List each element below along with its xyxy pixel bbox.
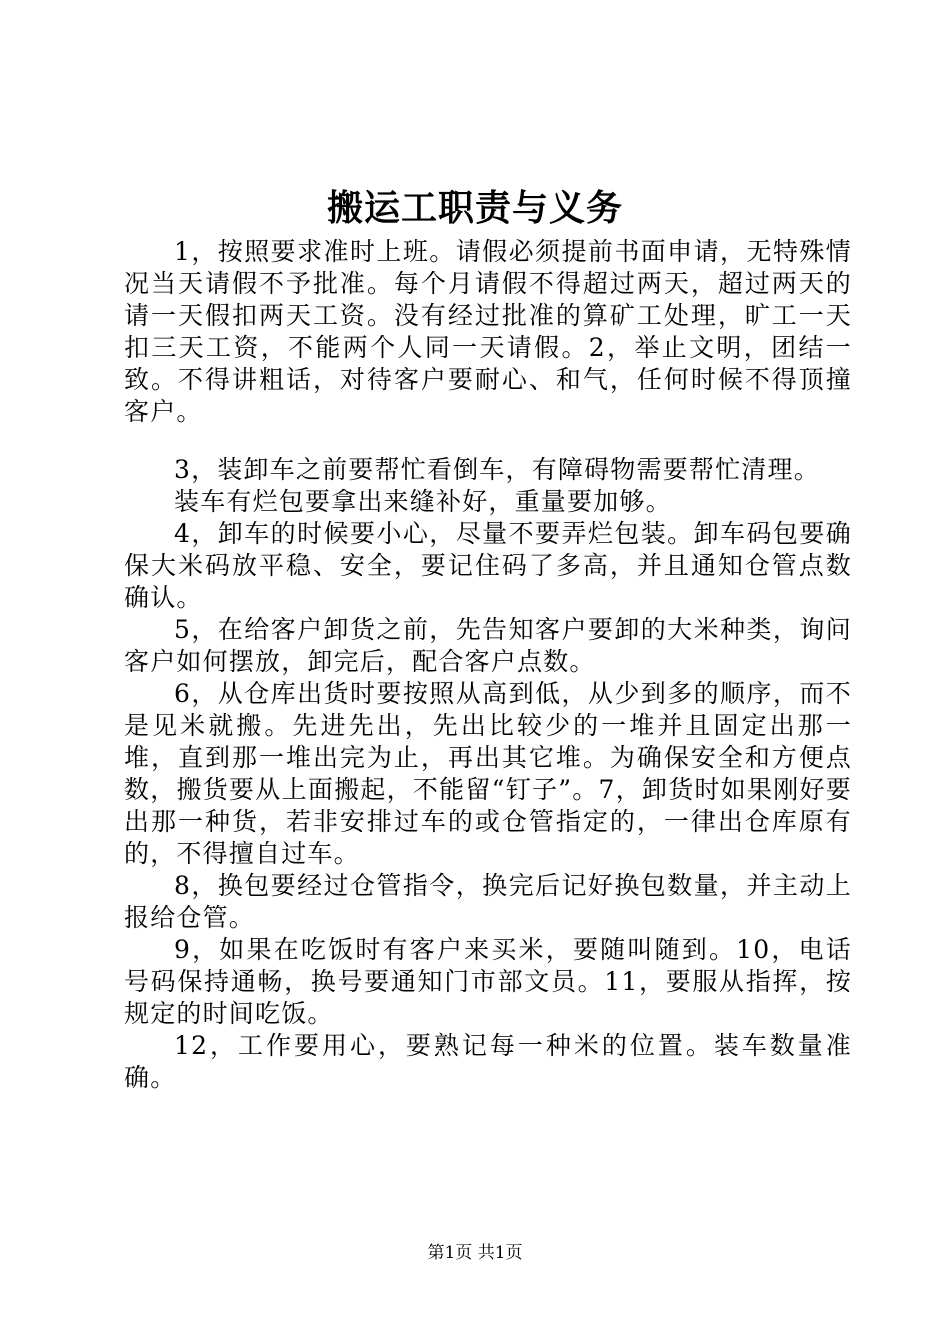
document-body <box>124 236 852 1094</box>
paragraph-3: 装车有烂包要拿出来缝补好，重量要加够。 <box>174 487 672 516</box>
paragraph-8: 9，如果在吃饭时有客户来买米，要随叫随到。10，电话号码保持通畅，换号要通知门市部文员。11，要服从指挥，按规定的时间吃饭。 <box>124 935 852 1028</box>
paragraph-2: 3，装卸车之前要帮忙看倒车，有障碍物需要帮忙清理。 <box>174 455 820 484</box>
paragraph-4: 4，卸车的时候要小心，尽量不要弄烂包装。卸车码包要确保大米码放平稳、安全，要记住码了多高，并且通知仓管点数确认。 <box>124 519 852 612</box>
paragraph-9: 12，工作要用心，要熟记每一种米的位置。装车数量准确。 <box>124 1031 852 1092</box>
document-title: 搬运工职责与义务 <box>326 187 623 229</box>
paragraph-5: 5，在给客户卸货之前，先告知客户要卸的大米种类，询问客户如何摆放，卸完后，配合客户点数。 <box>124 615 852 676</box>
paragraph-6: 6，从仓库出货时要按照从高到低，从少到多的顺序，而不是见米就搬。先进先出，先出比较少的一堆并且固定出那一堆，直到那一堆出完为止，再出其它堆。为确保安全和方便点数，搬货要从上面搬起，不能留“钉子”。7，卸货时如果刚好要出那一种货，若非安排过车的或仓管指定的，一律出仓库原有的，不得擅自过车。 <box>124 679 852 868</box>
page-footer: 第1页 共1页 <box>427 1243 523 1263</box>
paragraph-1: 1，按照要求准时上班。请假必须提前书面申请，无特殊情况当天请假不予批准。每个月请假不得超过两天，超过两天的请一天假扣两天工资。没有经过批准的算矿工处理，旷工一天扣三天工资，不能两个人同一天请假。2，举止文明，团结一致。不得讲粗话，对待客户要耐心、和气，任何时候不得顶撞客户。 <box>124 237 852 426</box>
paragraph-7: 8，换包要经过仓管指令，换完后记好换包数量，并主动上报给仓管。 <box>124 871 852 932</box>
